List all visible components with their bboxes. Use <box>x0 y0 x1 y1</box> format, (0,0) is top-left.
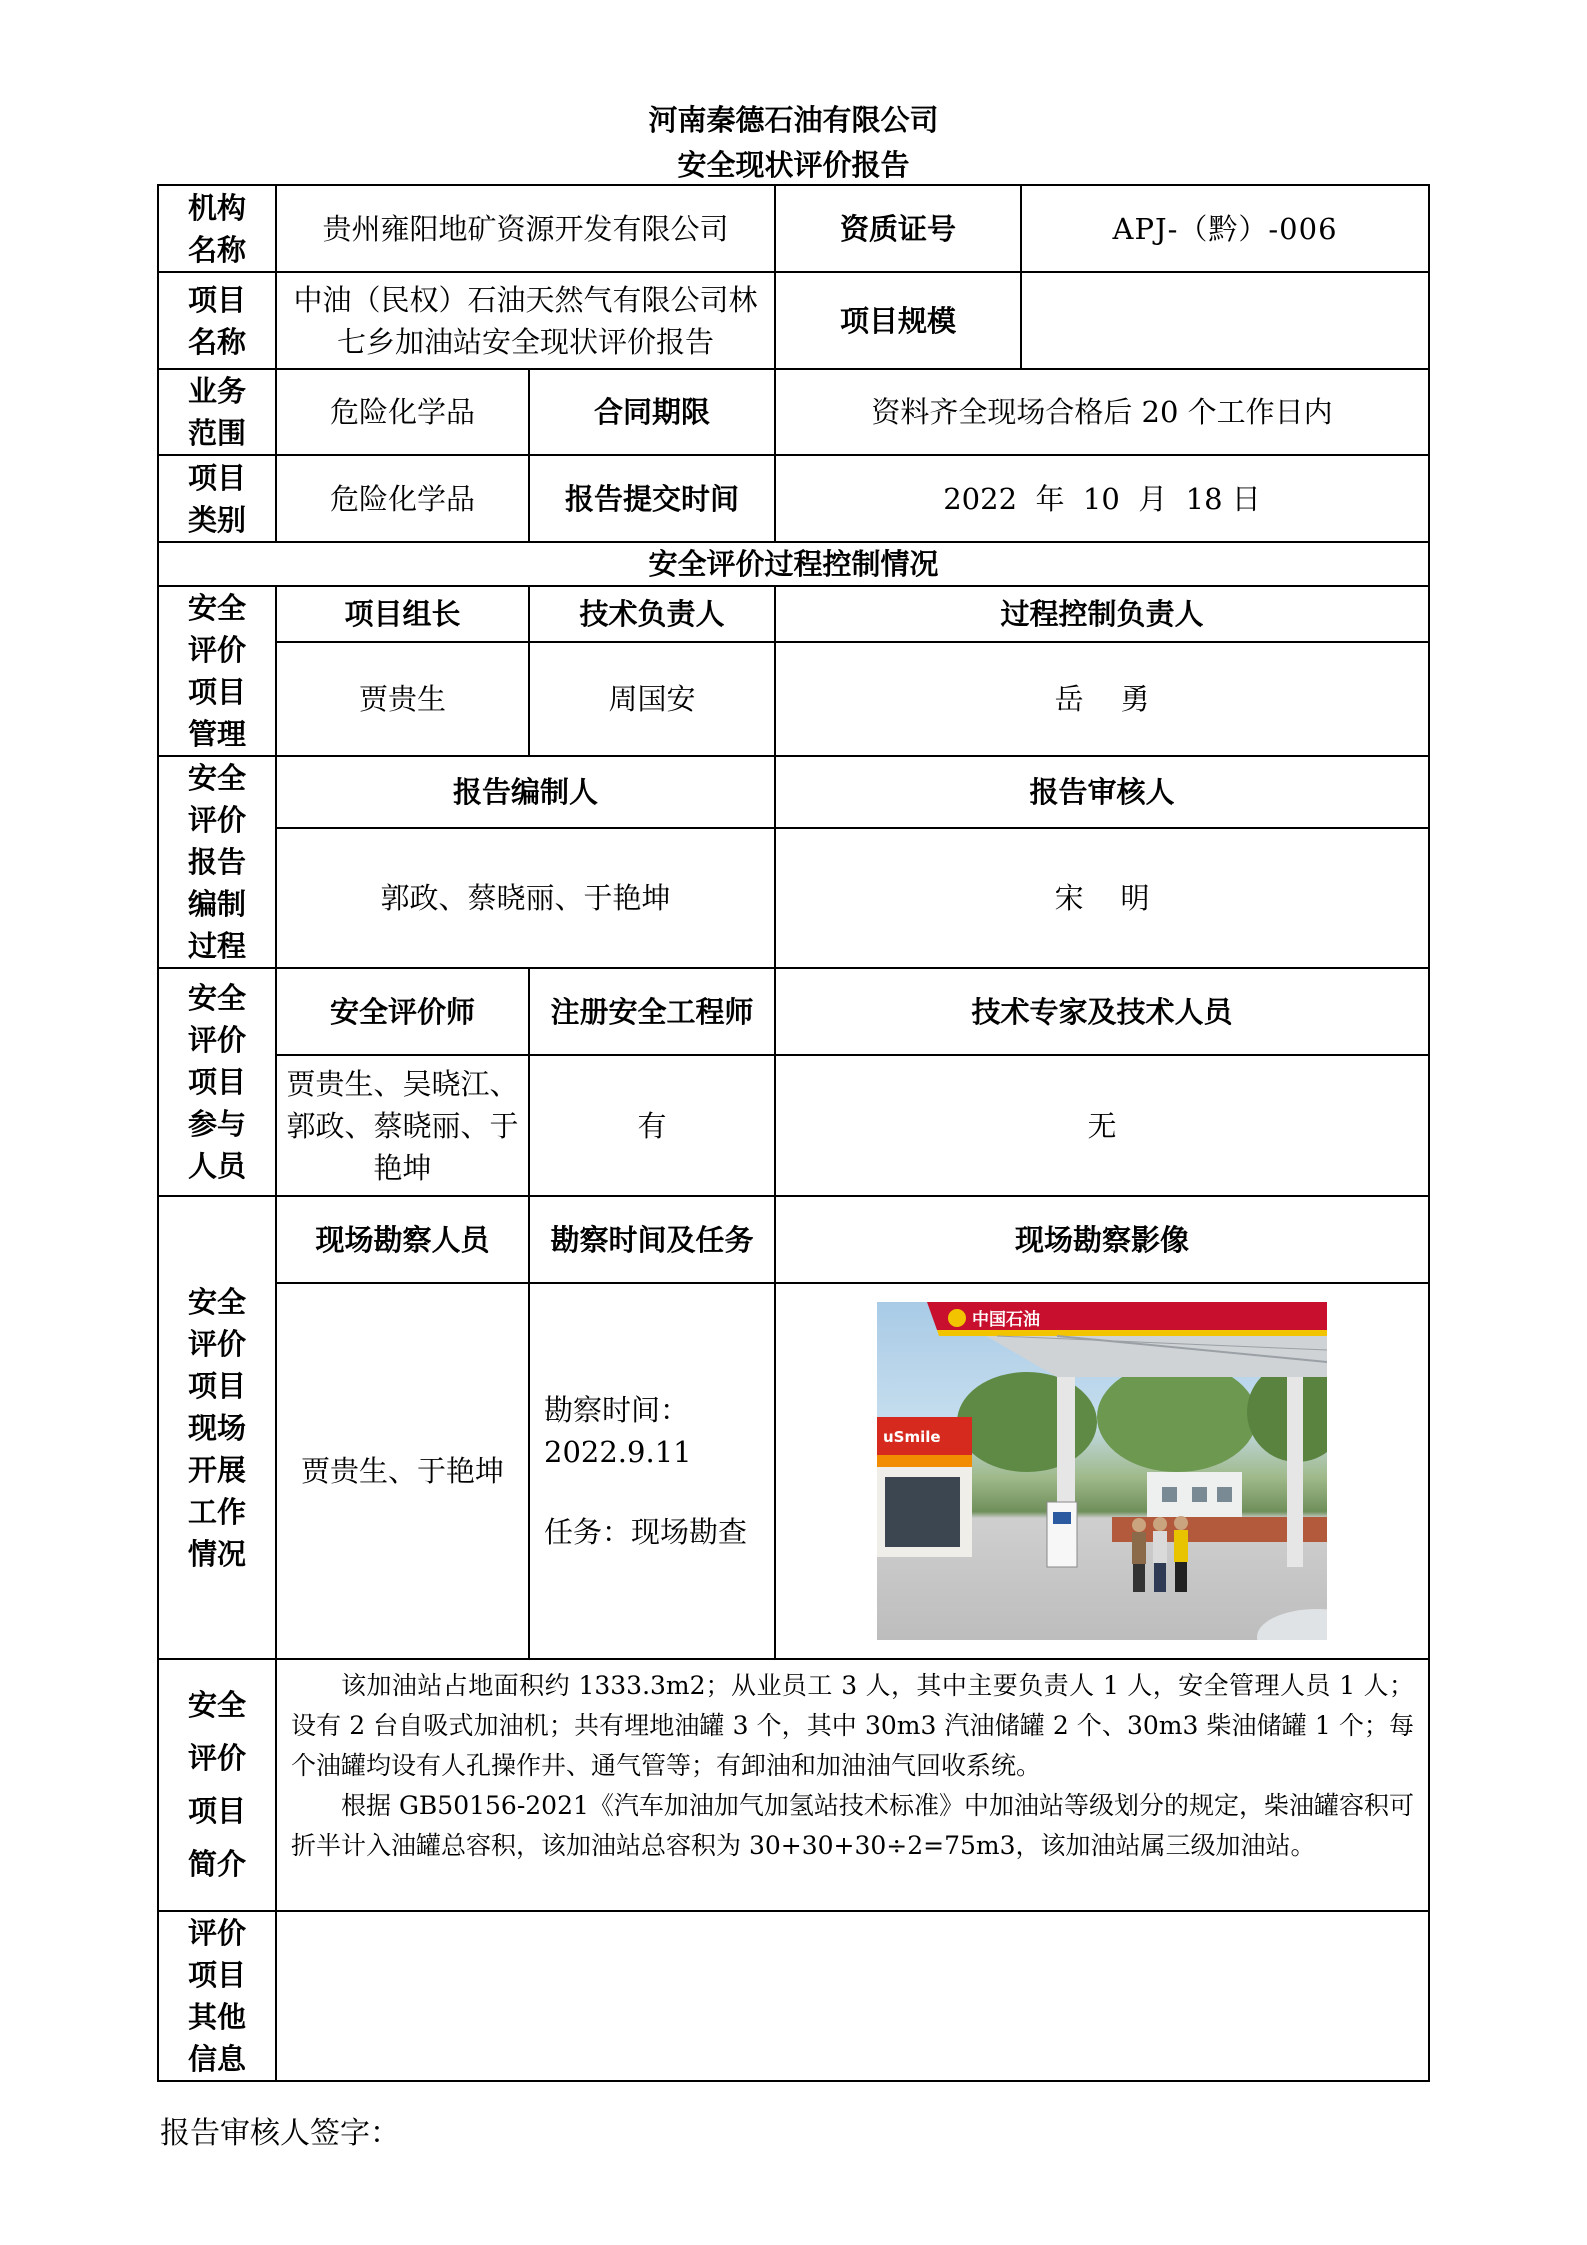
survey-info <box>529 1283 775 1659</box>
surveyor-label: 现场勘察人员 <box>276 1196 529 1283</box>
company-title: 河南秦德石油有限公司 <box>648 103 939 137</box>
project-name-label: 项目 名称 <box>158 272 276 369</box>
category-label: 项目 类别 <box>158 455 276 542</box>
report-title: 安全现状评价报告 <box>677 148 910 182</box>
control-value: 岳 勇 <box>775 642 1429 756</box>
row-management-values <box>158 642 1429 756</box>
row-site-values <box>158 1283 1429 1659</box>
row-intro <box>158 1659 1429 1911</box>
gas-station-photo-svg <box>877 1302 1327 1640</box>
business-value: 危险化学品 <box>276 369 529 455</box>
other-content <box>276 1911 1429 2081</box>
row-site-head <box>158 1196 1429 1283</box>
survey-task: 任务：现场勘查 <box>544 1515 748 1549</box>
row-management-head <box>158 586 1429 642</box>
row-business <box>158 369 1429 455</box>
submit-date: 2022 年 10 月 18 日 <box>775 455 1429 542</box>
row-other <box>158 1911 1429 2081</box>
org-name: 贵州雍阳地矿资源开发有限公司 <box>276 185 775 272</box>
time-label: 勘察时间及任务 <box>529 1196 775 1283</box>
compilation-label: 安全 评价 报告 编制 过程 <box>158 756 276 968</box>
signature-label: 报告审核人签字： <box>160 2116 400 2151</box>
section-title: 安全评价过程控制情况 <box>158 542 1429 586</box>
image-label: 现场勘察影像 <box>775 1196 1429 1283</box>
photo-cell <box>775 1283 1429 1659</box>
reviewer-value: 宋 明 <box>775 828 1429 968</box>
leader-value: 贾贵生 <box>276 642 529 756</box>
engineer-label: 注册安全工程师 <box>529 968 775 1055</box>
expert-label: 技术专家及技术人员 <box>775 968 1429 1055</box>
org-name-label: 机构 名称 <box>158 185 276 272</box>
leader-label: 项目组长 <box>276 586 529 642</box>
row-participants-values <box>158 1055 1429 1196</box>
row-compilation-values <box>158 828 1429 968</box>
row-category <box>158 455 1429 542</box>
site-work-label: 安全 评价 项目 现场 开展 工作 情况 <box>158 1196 276 1659</box>
tech-value: 周国安 <box>529 642 775 756</box>
experts-value: 无 <box>775 1055 1429 1196</box>
store-sign: uSmile <box>883 1428 941 1446</box>
other-label: 评价 项目 其他 信息 <box>158 1911 276 2081</box>
scale-value <box>1021 272 1429 369</box>
control-label: 过程控制负责人 <box>775 586 1429 642</box>
canopy-sign: 中国石油 <box>972 1310 1041 1330</box>
editor-label: 报告编制人 <box>276 756 775 828</box>
row-compilation-head <box>158 756 1429 828</box>
management-label: 安全 评价 项目 管理 <box>158 586 276 756</box>
row-participants-head <box>158 968 1429 1055</box>
reviewer-label: 报告审核人 <box>775 756 1429 828</box>
survey-time-title: 勘察时间： <box>544 1393 690 1427</box>
evaluation-table <box>157 184 1430 2082</box>
cert-label: 资质证号 <box>775 185 1021 272</box>
category-value: 危险化学品 <box>276 455 529 542</box>
scale-label: 项目规模 <box>775 272 1021 369</box>
survey-time-value: 2022.9.11 <box>544 1435 692 1469</box>
project-name: 中油（民权）石油天然气有限公司林七乡加油站安全现状评价报告 <box>276 272 775 369</box>
participants-label: 安全 评价 项目 参与 人员 <box>158 968 276 1196</box>
cert-no: APJ-（黔）-006 <box>1021 185 1429 272</box>
intro-paragraph-2: 根据 GB50156-2021《汽车加油加气加氢站技术标准》中加油站等级划分的规定，柴油罐容积可折半计入油罐总容积，该加油站总容积为 30+30+30÷2=75m3，该加油站属三级加油站。 <box>291 1791 1415 1860</box>
row-section-title <box>158 542 1429 586</box>
intro-label: 安全 评价 项目 简介 <box>158 1659 276 1911</box>
submit-label: 报告提交时间 <box>529 455 775 542</box>
row-org <box>158 185 1429 272</box>
editors-value: 郭政、蔡晓丽、于艳坤 <box>276 828 775 968</box>
business-label: 业务 范围 <box>158 369 276 455</box>
assessors-value: 贾贵生、吴晓江、郭政、蔡晓丽、于艳坤 <box>276 1055 529 1196</box>
intro-content <box>276 1659 1429 1911</box>
engineer-value: 有 <box>529 1055 775 1196</box>
contract-label: 合同期限 <box>529 369 775 455</box>
contract-value: 资料齐全现场合格后 20 个工作日内 <box>775 369 1429 455</box>
intro-paragraph-1: 该加油站占地面积约 1333.3m2；从业员工 3 人，其中主要负责人 1 人，安全管理人员 1 人；设有 2 台自吸式加油机；共有埋地油罐 3 个，其中 30m3 汽油储罐 2 个、30m3 柴油储罐 1 个；每个油罐均设有人孔操作井、通气管等；有卸油和加油油气回收系统。 <box>291 1671 1415 1780</box>
row-project <box>158 272 1429 369</box>
surveyors-value: 贾贵生、于艳坤 <box>276 1283 529 1659</box>
assessor-label: 安全评价师 <box>276 968 529 1055</box>
site-photo <box>877 1302 1327 1640</box>
tech-label: 技术负责人 <box>529 586 775 642</box>
